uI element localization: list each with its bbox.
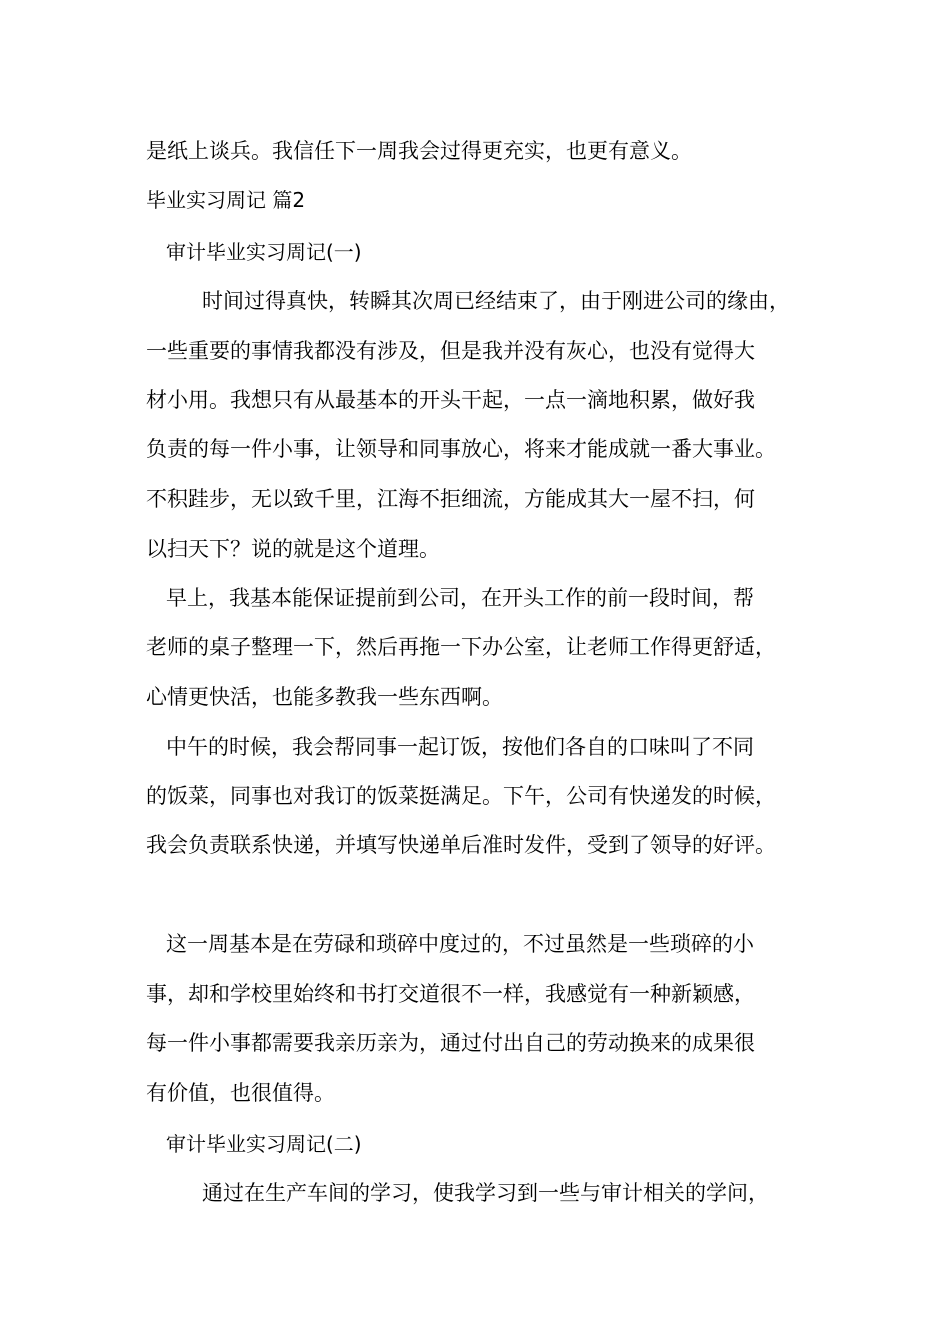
paragraph-line: 有价值，也很值得。: [146, 1081, 335, 1105]
paragraph-line: 中午的时候，我会帮同事一起订饭，按他们各自的口味叫了不同: [166, 735, 754, 759]
paragraph-line: 一些重要的事情我都没有涉及，但是我并没有灰心，也没有觉得大: [146, 339, 755, 363]
paragraph-line: 的饭菜，同事也对我订的饭菜挺满足。下午，公司有快递发的时候，: [146, 784, 776, 808]
paragraph-line: 是纸上谈兵。我信任下一周我会过得更充实，也更有意义。: [146, 139, 692, 163]
section-heading: 毕业实习周记 篇2: [146, 188, 306, 212]
paragraph-line: 老师的桌子整理一下，然后再拖一下办公室，让老师工作得更舒适，: [146, 635, 776, 659]
paragraph-line: 每一件小事都需要我亲历亲为，通过付出自己的劳动换来的成果很: [146, 1031, 755, 1055]
paragraph-line: 负责的每一件小事，让领导和同事放心，将来才能成就一番大事业。: [146, 437, 776, 461]
subsection-heading: 审计毕业实习周记(二): [166, 1132, 362, 1156]
paragraph-line: 早上，我基本能保证提前到公司，在开头工作的前一段时间，帮: [166, 586, 754, 610]
subsection-heading: 审计毕业实习周记(一): [166, 240, 362, 264]
paragraph-line: 心情更快活，也能多教我一些东西啊。: [146, 685, 503, 709]
paragraph-line: 时间过得真快，转瞬其次周已经结束了，由于刚进公司的缘由，: [202, 289, 790, 313]
paragraph-line: 以扫天下？说的就是这个道理。: [146, 537, 440, 561]
paragraph-line: 这一周基本是在劳碌和琐碎中度过的，不过虽然是一些琐碎的小: [166, 932, 754, 956]
paragraph-line: 我会负责联系快递，并填写快递单后准时发件，受到了领导的好评。: [146, 833, 776, 857]
paragraph-line: 不积跬步，无以致千里，江海不拒细流，方能成其大一屋不扫，何: [146, 487, 755, 511]
paragraph-line: 通过在生产车间的学习，使我学习到一些与审计相关的学问，: [202, 1181, 769, 1205]
paragraph-line: 事，却和学校里始终和书打交道很不一样，我感觉有一种新颖感，: [146, 982, 755, 1006]
paragraph-line: 材小用。我想只有从最基本的开头干起，一点一滴地积累，做好我: [146, 388, 755, 412]
